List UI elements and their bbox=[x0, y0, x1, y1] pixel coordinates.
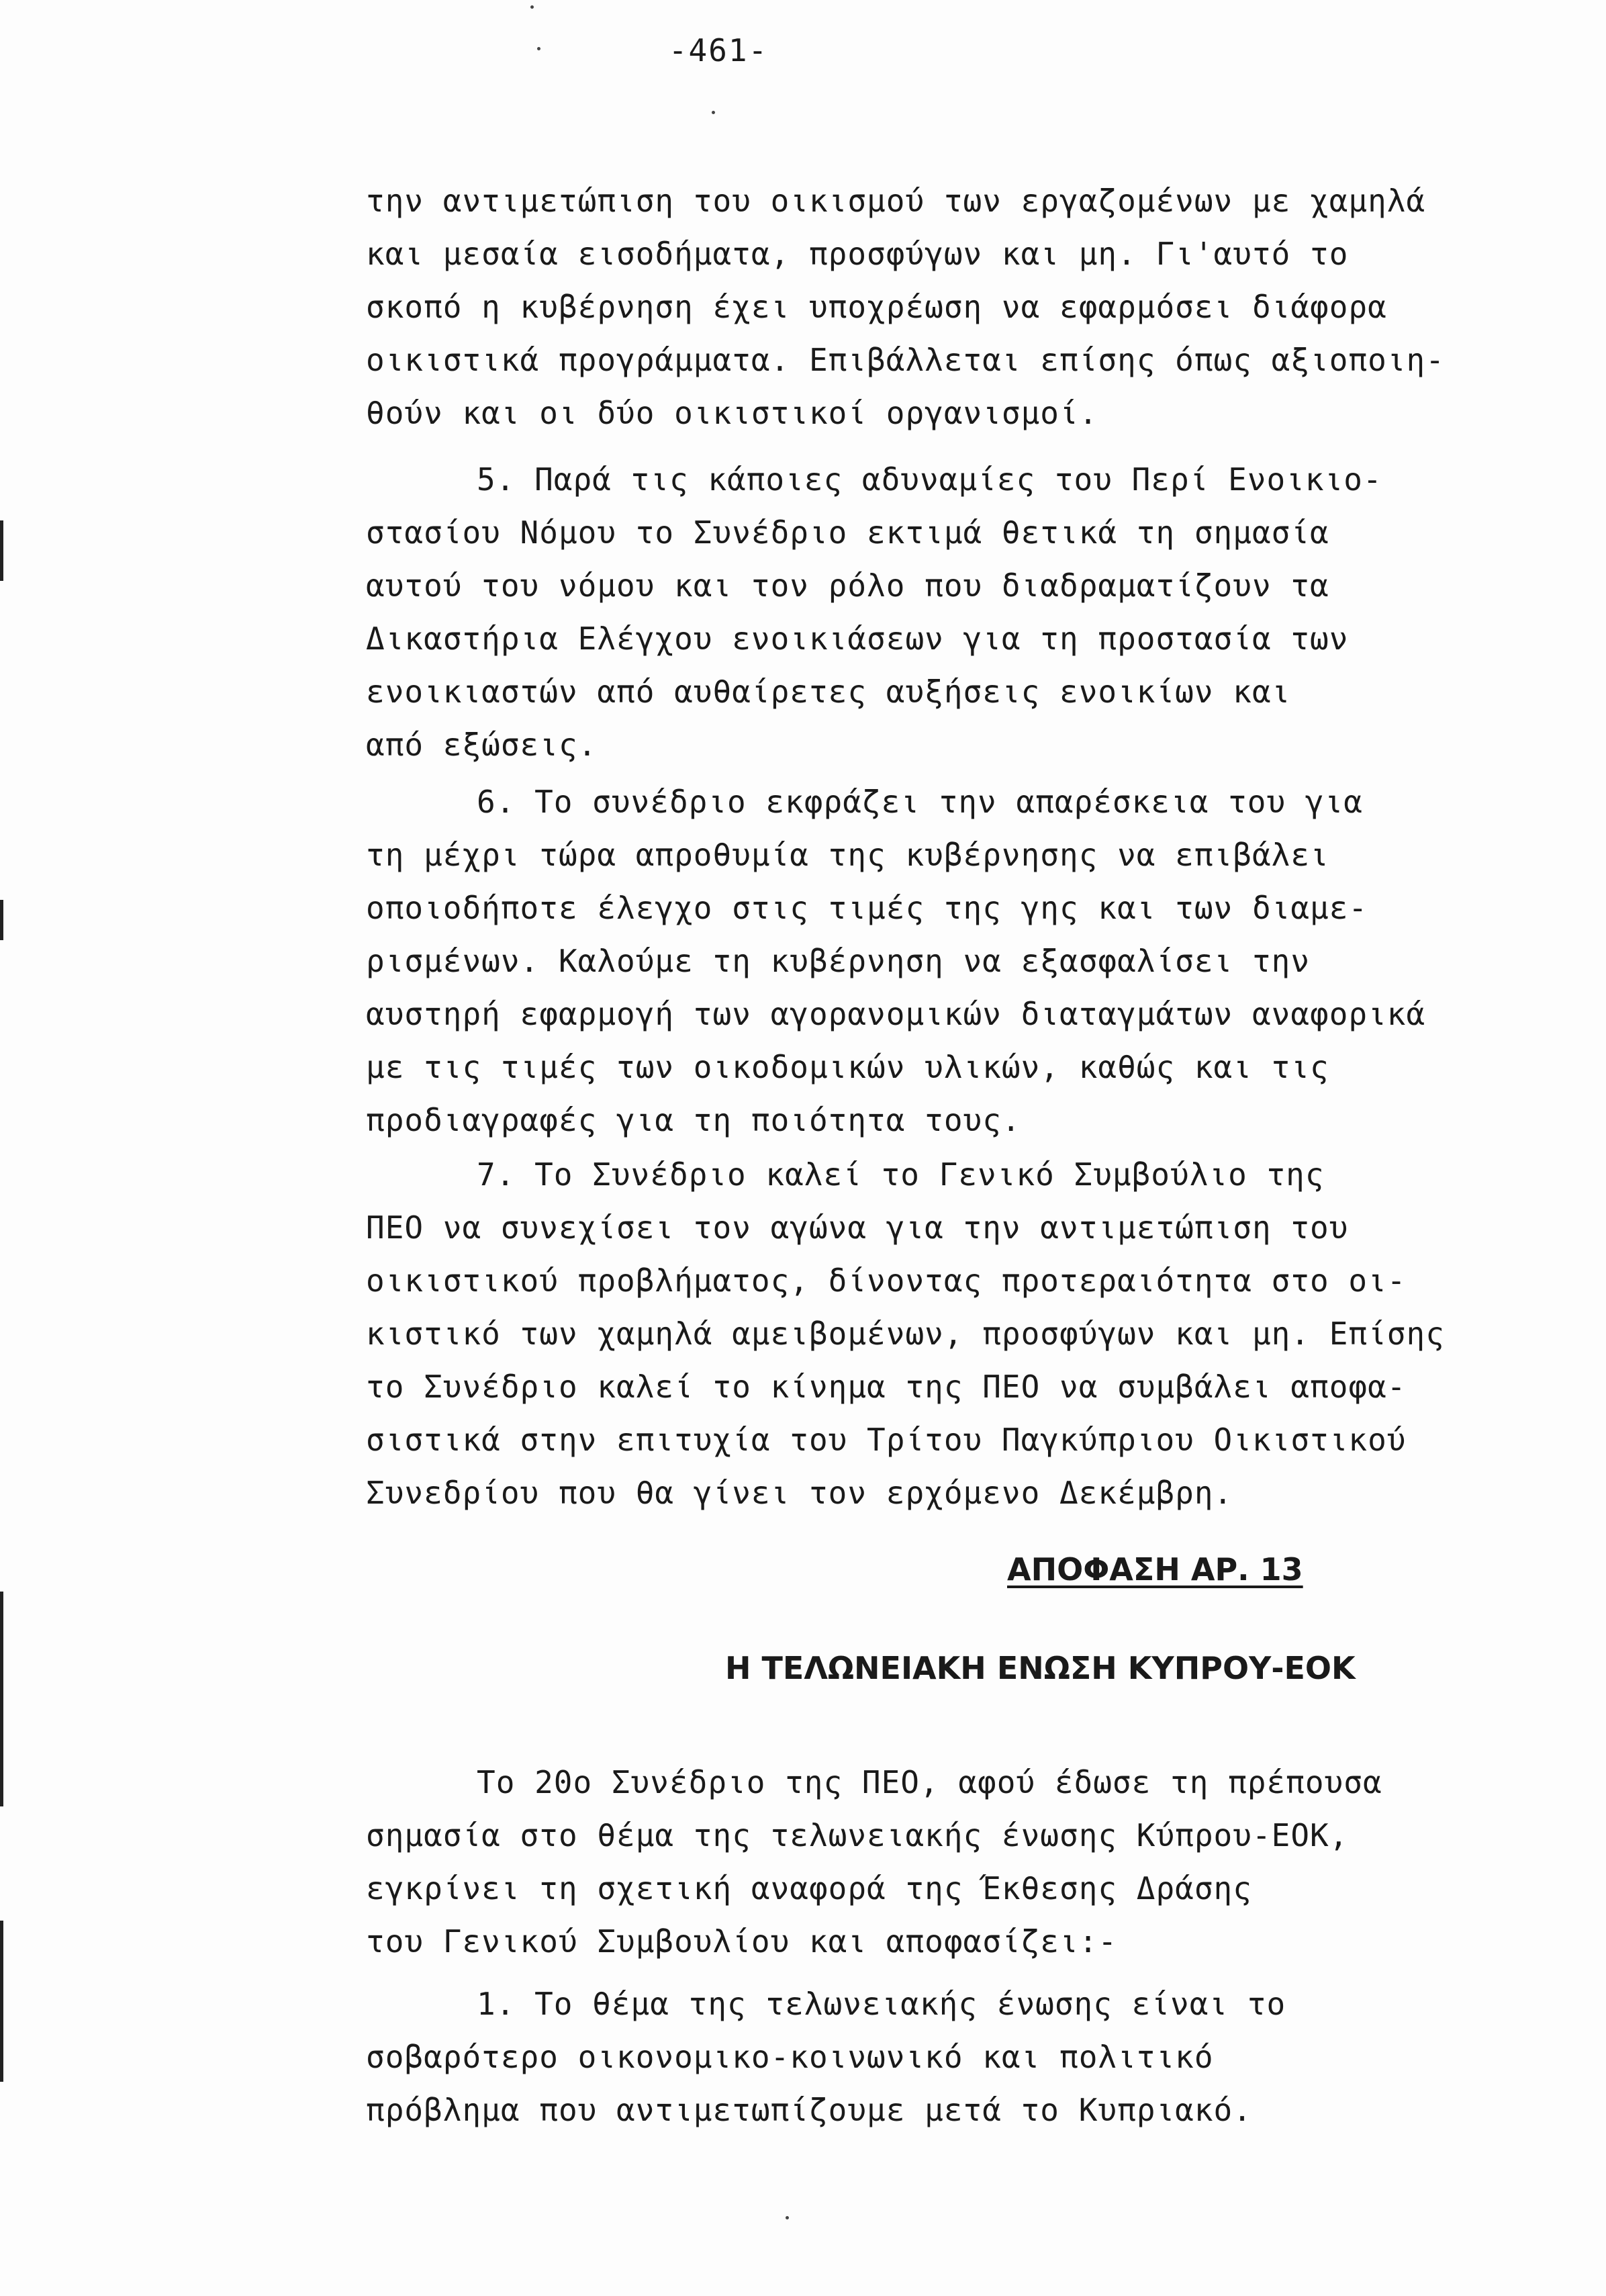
text-line: το Συνέδριο καλεί το κίνημα της ΠΕΟ να συμβάλει αποφα- bbox=[366, 1369, 1407, 1405]
text-line: οικιστικά προγράμματα. Επιβάλλεται επίσης όπως αξιοποιη- bbox=[366, 342, 1445, 378]
text-line: σημασία στο θέμα της τελωνειακής ένωσης Κύπρου-ΕΟΚ, bbox=[366, 1817, 1349, 1853]
paragraph-7 bbox=[366, 1148, 1521, 1520]
text-line: την αντιμετώπιση του οικισμού των εργαζομένων με χαμηλά bbox=[366, 183, 1426, 219]
text-line: 6. Το συνέδριο εκφράζει την απαρέσκεια του για bbox=[477, 784, 1363, 820]
text-line: εγκρίνει τη σχετική αναφορά της Έκθεσης Δράσης bbox=[366, 1870, 1252, 1907]
decision-heading: ΑΠΟΦΑΣΗ ΑΡ. 13 bbox=[1007, 1551, 1303, 1588]
margin-mark bbox=[0, 520, 3, 581]
text-line: σιστικά στην επιτυχία του Τρίτου Παγκύπριου Οικιστικού bbox=[366, 1422, 1407, 1458]
text-line: στασίου Νόμου το Συνέδριο εκτιμά θετικά τη σημασία bbox=[366, 514, 1329, 551]
text-line: Δικαστήρια Ελέγχου ενοικιάσεων για τη προστασία των bbox=[366, 621, 1349, 657]
text-line: οποιοδήποτε έλεγχο στις τιμές της γης και των διαμε- bbox=[366, 890, 1368, 926]
text-line: πρόβλημα που αντιμετωπίζουμε μετά το Κυπριακό. bbox=[366, 2092, 1252, 2128]
text-line: με τις τιμές των οικοδομικών υλικών, καθώς και τις bbox=[366, 1049, 1329, 1085]
text-line: τη μέχρι τώρα απροθυμία της κυβέρνησης να επιβάλει bbox=[366, 837, 1329, 873]
resolution-intro bbox=[366, 1756, 1521, 1968]
text-line: και μεσαία εισοδήματα, προσφύγων και μη. Γι'αυτό το bbox=[366, 236, 1349, 272]
paragraph-6 bbox=[366, 776, 1521, 1147]
page-number: -461- bbox=[668, 32, 769, 68]
text-line: 5. Παρά τις κάποιες αδυναμίες του Περί Ενοικιο- bbox=[477, 461, 1382, 498]
text-line: 1. Το θέμα της τελωνειακής ένωσης είναι το bbox=[477, 1986, 1286, 2022]
text-line: κιστικό των χαμηλά αμειβομένων, προσφύγων και μη. Επίσης bbox=[366, 1316, 1445, 1352]
text-line: προδιαγραφές για τη ποιότητα τους. bbox=[366, 1102, 1021, 1138]
paragraph-continuation bbox=[366, 175, 1521, 440]
margin-mark bbox=[0, 900, 3, 940]
resolution-item-1 bbox=[366, 1978, 1521, 2137]
text-line: θούν και οι δύο οικιστικοί οργανισμοί. bbox=[366, 395, 1098, 431]
text-line: 7. Το Συνέδριο καλεί το Γενικό Συμβούλιο της bbox=[477, 1156, 1325, 1193]
subject-heading: Η ΤΕΛΩΝΕΙΑΚΗ ΕΝΩΣΗ ΚΥΠΡΟΥ-ΕΟΚ bbox=[725, 1650, 1356, 1686]
text-line: ενοικιαστών από αυθαίρετες αυξήσεις ενοικίων και bbox=[366, 674, 1291, 710]
margin-mark bbox=[0, 1921, 3, 2082]
text-line: Συνεδρίου που θα γίνει τον ερχόμενο Δεκέμβρη. bbox=[366, 1475, 1233, 1511]
scan-speck bbox=[530, 5, 534, 9]
text-line: Το 20ο Συνέδριο της ΠΕΟ, αφού έδωσε τη πρέπουσα bbox=[477, 1764, 1382, 1800]
text-line: του Γενικού Συμβουλίου και αποφασίζει:- bbox=[366, 1923, 1118, 1960]
text-line: ρισμένων. Καλούμε τη κυβέρνηση να εξασφαλίσει την bbox=[366, 943, 1311, 979]
text-line: οικιστικού προβλήματος, δίνοντας προτεραιότητα στο οι- bbox=[366, 1262, 1407, 1299]
scan-speck bbox=[786, 2216, 789, 2219]
text-line: σοβαρότερο οικονομικο-κοινωνικό και πολιτικό bbox=[366, 2039, 1214, 2075]
text-line: αυτού του νόμου και τον ρόλο που διαδραματίζουν τα bbox=[366, 567, 1329, 604]
text-line: σκοπό η κυβέρνηση έχει υποχρέωση να εφαρμόσει διάφορα bbox=[366, 289, 1387, 325]
margin-mark bbox=[0, 1592, 3, 1806]
scan-speck bbox=[712, 111, 715, 114]
paragraph-5 bbox=[366, 453, 1521, 772]
text-line: ΠΕΟ να συνεχίσει τον αγώνα για την αντιμετώπιση του bbox=[366, 1209, 1349, 1246]
text-line: αυστηρή εφαρμογή των αγορανομικών διαταγμάτων αναφορικά bbox=[366, 996, 1426, 1032]
text-line: από εξώσεις. bbox=[366, 727, 598, 763]
